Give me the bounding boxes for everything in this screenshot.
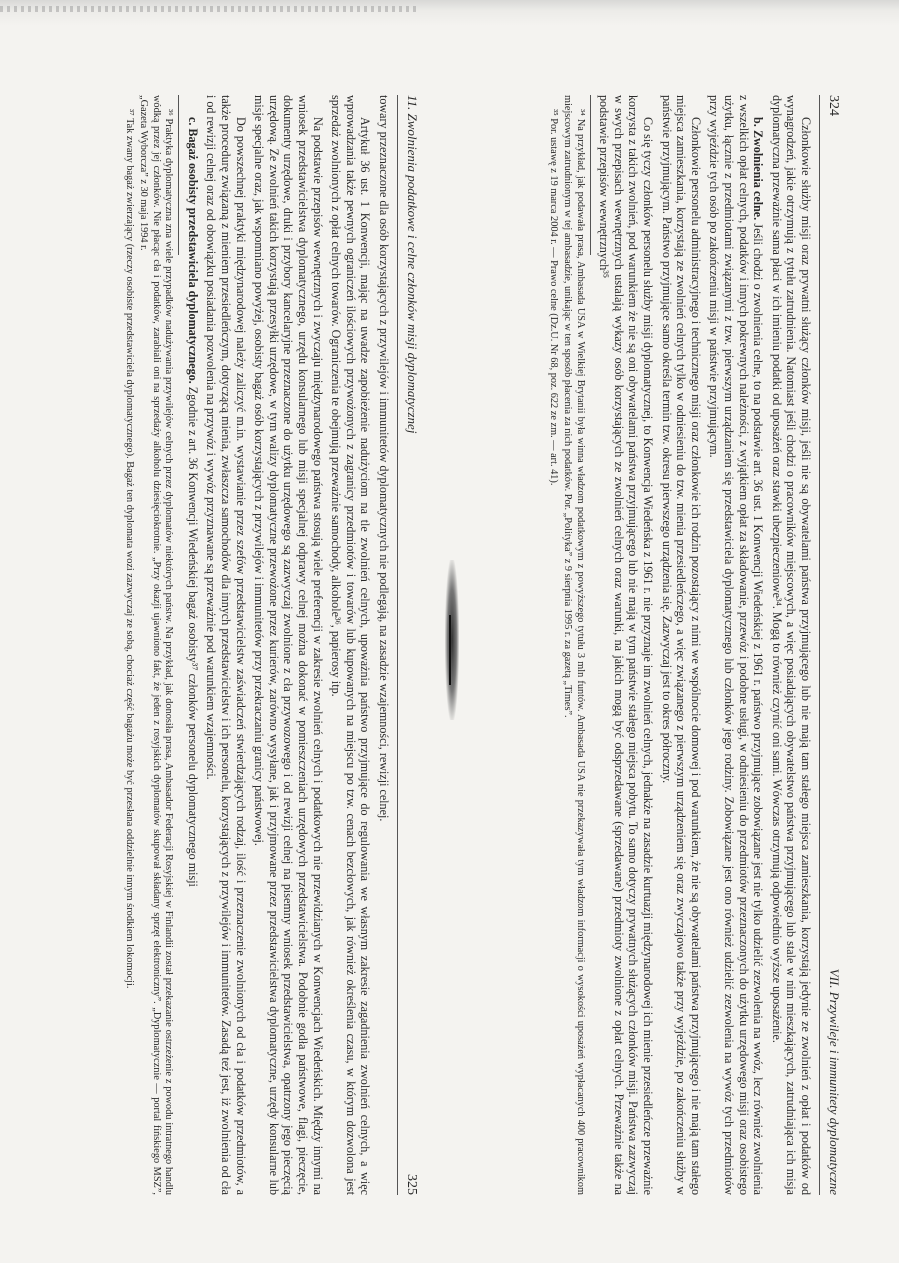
running-head-title: 11. Zwolnienia podatkowe i celne członków misji dyplomatycznej bbox=[405, 95, 420, 434]
footnotes bbox=[546, 95, 585, 1195]
paragraph: Na podstawie przepisów wewnętrznych i zwyczaju międzynarodowego państwa stosują wiele preferencji w zakresie zwolnień celnych i podatkowych nie przewidzianych w Konwencjach Wiedeńskich. Między innymi na wniosek przedstawicielstwa dyplomatycznego, urzędu konsularnego lub misji specjalnej odprawy celnej można dokonać w pomieszczeniach urzędowych przedstawicielstwa. Podobnie godła państwowe, flagi, pieczęcie, dokumenty urzędowe, druki i przybory kancelaryjne przeznaczone do użytku urzędowego są zazwyczaj zwolnione z cła przywozowego i od rewizji celnej na pisemny wniosek przedstawicielstwa, opatrzony jego pieczęcią urzędową. Ze zwolnień takich korzystają przesyłki urzędowe, w tym walizy dyplomatyczne przewożone przez kurierów, zarówno wysyłane, jak i przyjmowane przez przedstawicielstwa dyplomatyczne, urzędy konsularne lub misje specjalne oraz, jak wspomniano powyżej, osobisty bagaż osób korzystających z przywilejów i immunitetów przy przekraczaniu granicy państwowej. bbox=[252, 95, 325, 1195]
paragraph: Członkowie służby misji oraz prywatni służący członków misji, jeśli nie są obywatelami państwa przyjmującego lub nie mają tam stałego miejsca zamieszkania, korzystają jedynie ze zwolnień z opłat i podatków od wynagrodzeń, jakie otrzymują z tytułu zatrudnienia. Natomiast jeśli chodzi o pracowników miejscowych, a więc posiadających obywatelstwo państwa przyjmującego lub stale w nim mieszkających, zatrudniająca ich misja dyplomatyczna przeważnie sama płaci w ich imieniu podatki od uposażeń oraz stawki ubezpieczeniowe³⁴. Mogą to również czynić oni sami. Wówczas otrzymują odpowiednio wyższe uposażenie. bbox=[769, 95, 813, 1195]
scan-noise bbox=[0, 6, 420, 12]
paragraph: Do powszechnej praktyki międzynarodowej należy zaliczyć m.in. wystawianie przez szefów przedstawicielstw zaświadczeń stwierdzających rodzaj, ilość i przeznaczenie zwolnionych od cła i podatków przedmiotów, a także procedurę związaną z mieniem przesiedleńczym, dotyczącą mienia, zwłaszcza samochodów dla innych przedstawicielstw i ich personelu, korzystających z przywilejów i immunitetów. Zasadą też jest, iż zwolnienia od cła i od rewizji celnej oraz od obowiązku posiadania pozwolenia na przywóz i wywóz przyznawane są przeważnie pod warunkiem wzajemności. bbox=[204, 95, 248, 1195]
footnotes bbox=[123, 95, 175, 1195]
running-head bbox=[397, 95, 420, 1195]
page-324 bbox=[447, 95, 842, 1195]
paragraph: c. Bagaż osobisty przedstawiciela dyplomatycznego. Zgodnie z art. 36 Konwencji Wiedeńskiej bagaż osobisty³⁷ członków personelu dyplomatycznego misji bbox=[185, 117, 200, 887]
footnote: ³⁷ Tak zwany bagaż zwierzający (rzeczy osobiste przedstawiciela dyplomatycznego). Bagaż ten dyplomata wozi zazwyczaj ze sobą, chociaż część bagażu może być przesłana oddzielnie innym środkiem lokomocji. bbox=[124, 109, 136, 989]
paragraph: towary przeznaczone dla osób korzystających z przywilejów i immunitetów dyplomatycznych nie podlegają, na zasadzie wzajemności, rewizji celnej. bbox=[377, 95, 391, 822]
section-heading: b. Zwolnienia celne. bbox=[751, 117, 766, 221]
page-325 bbox=[25, 95, 420, 1195]
paragraph: Artykuł 36 ust. 1 Konwencji, mając na uwadze zapobieżenie nadużyciom na tle zwolnień celnych, upoważnia państwo przyjmujące do regulowania we własnym zakresie zagadnienia zwolnień celnych, a więc wprowadzania także pewnych ograniczeń ilościowych przywożonych z zagranicy przedmiotów i towarów lub kupowanych na miejscu po tzw. cenach bezcłowych, jak również określenia czasu, w którym dozwolona jest sprzedaż zwolnionych z opłat celnych towarów. Ograniczenia te obejmują przeważnie samochody, alkohole³⁶, papierosy itp. bbox=[329, 95, 373, 1195]
paragraph: Członkowie personelu administracyjnego i technicznego misji oraz członkowie ich rodzin pozostający z nimi we wspólnocie domowej i pod warunkiem, że nie są obywatelami państwa przyjmującego i nie mają tam stałego miejsca zamieszkania, korzystają ze zwolnień celnych tylko w odniesieniu do tzw. mienia przesiedleńczego, a więc związanego z pierwszym urządzeniem się oraz zwyczajowo także przy wyjeździe, po zakończeniu służby w państwie przyjmującym. Państwo przyjmujące samo określa termin tzw. okresu pierwszego urządzenia się. Zazwyczaj jest to okres półroczny. bbox=[659, 95, 703, 1195]
page-number: 324 bbox=[826, 95, 841, 116]
page-number: 325 bbox=[404, 1174, 419, 1195]
paragraph: Co się tyczy członków personelu służby misji dyplomatycznej, to Konwencja Wiedeńska z 1961 r. nie przyznaje im zwolnień celnych, jednakże na zasadzie kurtuazji międzynarodowej ich mienie przesiedleńcze przeważnie korzysta z takich zwolnień, pod warunkiem że nie są oni obywatelami państwa przyjmującego lub nie mają w tym państwie stałego miejsca pobytu. To samo dotyczy prywatnych służących członków misji. Państwa zazwyczaj w swych przepisach wewnętrznych ustalają wykazy osób korzystających ze zwolnień celnych oraz warunki, na jakich mogą być odsprzedawane (sprzedawane) przedmioty zwolnione z opłat celnych. Przeważnie także na podstawie przepisów wewnętrznych³⁵ bbox=[597, 95, 656, 1195]
footnote: ³⁶ Praktyka dyplomatyczna zna wiele przypadków nadużywania przywilejów celnych przez dyplomatów niektórych państw. Na przykład, jak donosiła prasa, Ambasador Federacji Rosyjskiej w Finlandii został przekazanie ostrzeżenie z powodu intratnego handlu wódką przez jej członków. Nie płacąc cła i podatków, zarabiali oni na sprzedaży alkoholu dziesięciokrotnie. „Przy okazji ujawniono fakt, że jeden z rosyjskich dyplomatów skupował składany sprzęt elektroniczny”. „Dyplomatycznie — portal fińskiego MSZ”, „Gazeta Wyborcza” z 30 maja 1994 r. bbox=[138, 95, 175, 1195]
scan-edge bbox=[0, 0, 899, 26]
footnote-rule bbox=[590, 95, 591, 255]
section-heading: c. Bagaż osobisty przedstawiciela dyplomatycznego. bbox=[185, 117, 200, 384]
running-head bbox=[819, 95, 842, 1195]
body-text bbox=[597, 95, 813, 1195]
footnote: ³⁵ Por. ustawę z 19 marca 2004 r. — Prawo celne (Dz.U. Nr 68, poz. 622 ze zm. — art. 41). bbox=[547, 109, 559, 486]
paragraph: b. Zwolnienia celne. Jeśli chodzi o zwolnienia celne, to na podstawie art. 36 ust. 1 Konwencji Wiedeńskiej z 1961 r. państwo przyjmujące zobowiązane jest nie tylko udzielić zezwolenia na wwóz, lecz również zwolnienia z wszelkich opłat celnych, podatków i innych pokrewnych należności, z wyjątkiem opłat za składowanie, przewóz i podobne usługi, w odniesieniu do przedmiotów przeznaczonych do użytku urzędowego misji oraz osobistego użytku, łącznie z przedmiotami związanymi z tzw. pierwszym urządzaniem się przedstawiciela dyplomatycznego lub członków jego rodziny. Zobowiązane jest ono również udzielić zezwolenia na wywóz tych przedmiotów przy wyjeździe tych osób po zakończeniu misji w państwie przyjmującym. bbox=[707, 95, 766, 1195]
footnote-rule bbox=[178, 95, 179, 255]
footnote: ³⁴ Na przykład, jak podawała prasa, Ambasada USA w Wielkiej Brytanii była winna władzom podatkowym z powyższego tytułu 3 mln funtów. Ambasada USA nie przekazywała tym władzom informacji o wysokości uposażeń wypłacanych 400 pracownikom miejscowym zatrudnionym w tej ambasadzie, unikając w ten sposób płacenia za nich podatków. Por. „Polityka” z 9 sierpnia 1995 r. za gazetą „Times”. bbox=[562, 95, 586, 1195]
running-head-title: VII. Przywileje i immunitety dyplomatyczne bbox=[827, 968, 842, 1195]
body-text bbox=[185, 95, 391, 1195]
